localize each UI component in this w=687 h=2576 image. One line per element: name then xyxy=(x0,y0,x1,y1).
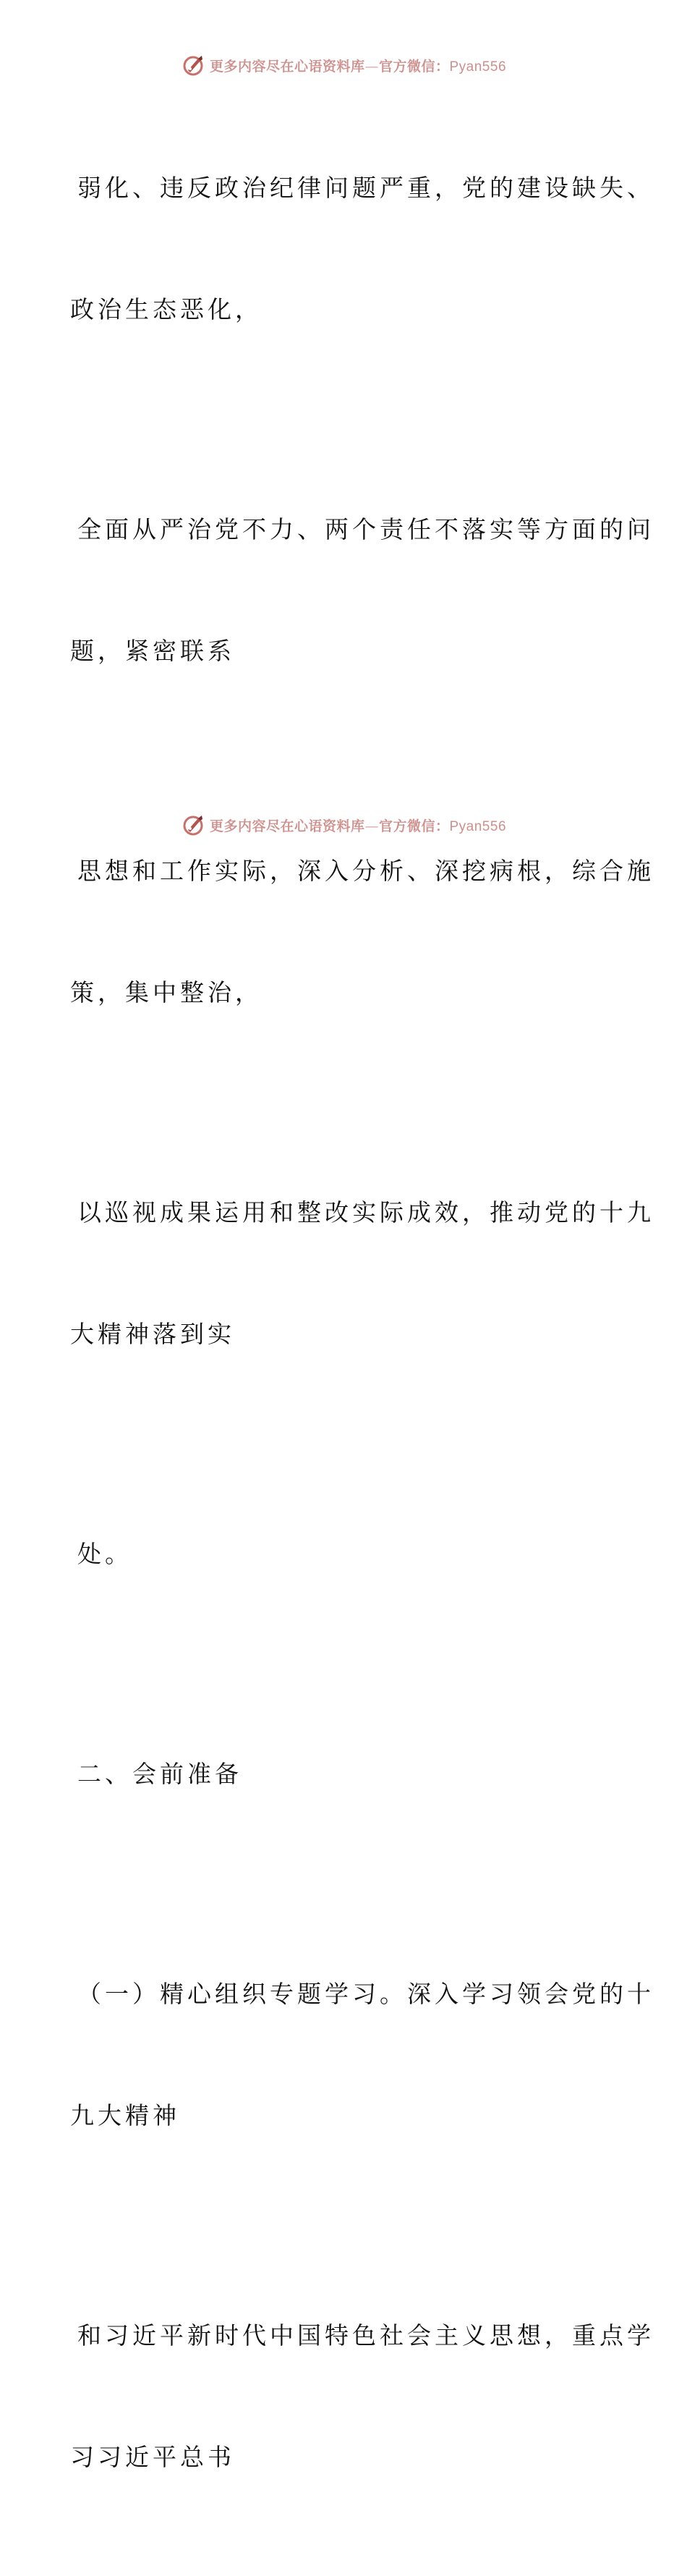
watermark-brand: 更多内容尽在心语资料库 xyxy=(209,58,365,75)
heading-line: 二、会前准备 xyxy=(77,1760,242,1788)
paragraph-1 xyxy=(70,87,654,411)
watermark-wechat-id: Pyan556 xyxy=(449,818,507,834)
paragraph-line: 题，紧密联系 xyxy=(70,637,235,665)
watermark-text xyxy=(210,56,506,75)
paragraph-line: 弱化、违反政治纪律问题严重，党的建设缺失、 xyxy=(77,174,654,202)
paragraph-7 xyxy=(70,1893,654,2217)
paragraph-line: 政治生态恶化， xyxy=(70,295,263,323)
brand-logo-icon xyxy=(181,813,205,837)
paragraph-line: 以巡视成果运用和整改实际成效，推动党的十九 xyxy=(77,1198,654,1226)
paragraph-2 xyxy=(70,428,654,753)
paragraph-4 xyxy=(70,1111,654,1436)
document-body xyxy=(70,87,654,2576)
watermark-separator: — xyxy=(364,58,379,75)
paragraph-line: 策，集中整治， xyxy=(70,978,263,1007)
brand-logo-icon xyxy=(181,53,205,77)
watermark-wechat-label: 官方微信： xyxy=(378,818,450,834)
paragraph-8 xyxy=(70,2234,654,2559)
section-heading xyxy=(70,1673,620,1876)
paragraph-line: 大精神落到实 xyxy=(70,1320,235,1348)
paragraph-line: 习习近平总书 xyxy=(70,2443,235,2471)
watermark-separator: — xyxy=(364,818,379,834)
paragraph-line: 九大精神 xyxy=(70,2101,180,2130)
paragraph-line: （一）精心组织专题学习。深入学习领会党的十 xyxy=(77,1980,654,2008)
watermark-wechat-label: 官方微信： xyxy=(378,58,450,75)
watermark-wechat-id: Pyan556 xyxy=(449,59,507,75)
watermark-text xyxy=(210,815,506,835)
footer-watermark xyxy=(0,810,687,839)
paragraph-line: 处。 xyxy=(77,1540,132,1568)
paragraph-line: 全面从严治党不力、两个责任不落实等方面的问 xyxy=(77,515,654,543)
watermark-brand: 更多内容尽在心语资料库 xyxy=(209,818,365,834)
paragraph-line: 和习近平新时代中国特色社会主义思想，重点学 xyxy=(77,2321,654,2350)
paragraph-line: 思想和工作实际，深入分析、深挖病根，综合施 xyxy=(77,857,654,885)
paragraph-5 xyxy=(70,1453,620,1656)
header-watermark xyxy=(0,51,687,80)
